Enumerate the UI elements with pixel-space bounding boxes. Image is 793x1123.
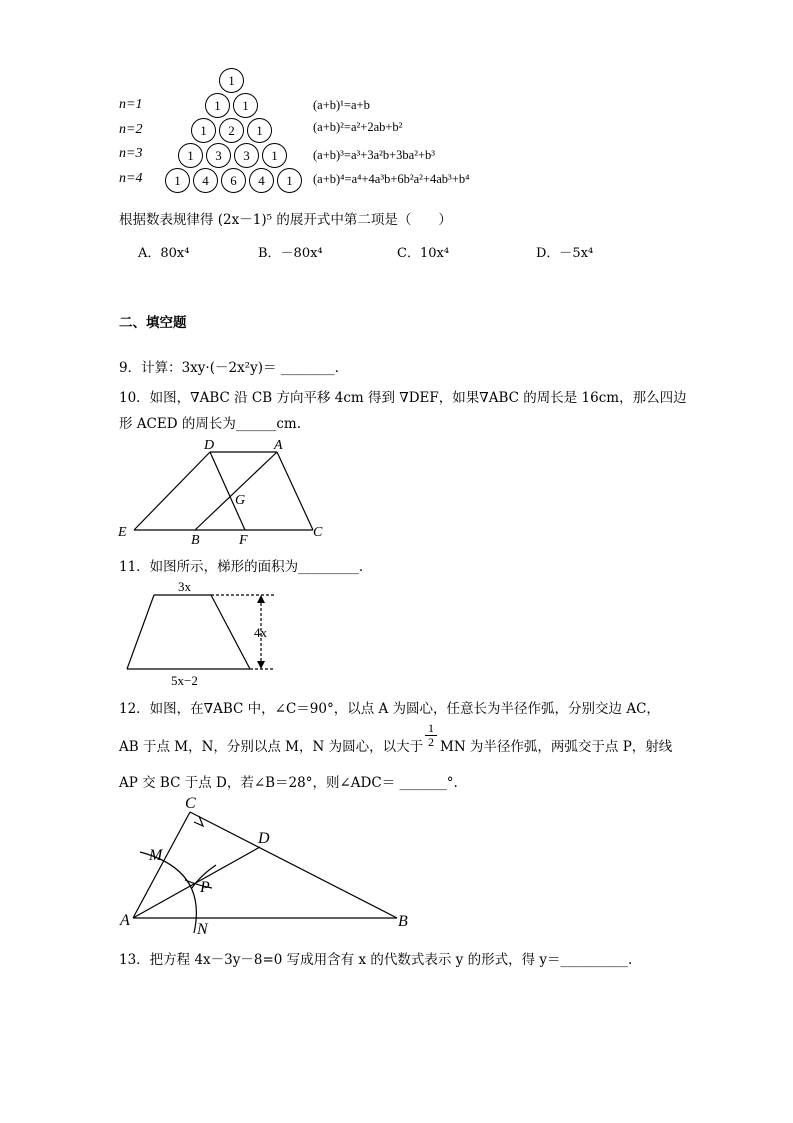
option-c: C．10x⁴ — [397, 246, 450, 261]
label-e: E — [118, 525, 127, 540]
section-title: 二、填空题 — [119, 315, 187, 331]
label-bottom: 5x−2 — [171, 673, 198, 688]
formula: (a+b)³=a³+3a²b+3ba²+b³ — [313, 148, 436, 162]
label-f: F — [239, 533, 248, 548]
fraction — [425, 722, 437, 749]
figure-q10 — [115, 436, 345, 548]
triangle-cell: 1 — [233, 93, 258, 118]
option-d: D．－5x⁴ — [536, 246, 594, 261]
label-b: B — [398, 913, 408, 930]
triangle-cell: 4 — [193, 168, 218, 193]
option-b: B．－80x⁴ — [258, 246, 323, 261]
question-10-line2: 形 ACED 的周长为______cm. — [119, 416, 301, 432]
label-a: A — [120, 912, 130, 929]
fraction-denominator: 2 — [425, 735, 437, 749]
formula: (a+b)²=a²+2ab+b² — [313, 120, 403, 134]
label-d: D — [258, 830, 270, 847]
label-d: D — [204, 438, 215, 453]
row-label: n=1 — [119, 97, 143, 112]
label-g: G — [235, 493, 246, 508]
label-c: C — [185, 795, 196, 812]
question-11: 11．如图所示，梯形的面积为_________. — [119, 559, 364, 575]
row-label: n=3 — [119, 146, 143, 161]
option-a: A．80x⁴ — [138, 246, 190, 261]
triangle-cell: 1 — [262, 143, 287, 168]
triangle-cell: 1 — [178, 143, 203, 168]
label-n: N — [197, 921, 208, 938]
triangle-cell: 3 — [206, 143, 231, 168]
label-b: B — [191, 533, 200, 548]
triangle-cell: 3 — [234, 143, 259, 168]
question-8-stem: 根据数表规律得 (2x－1)⁵ 的展开式中第二项是（ ） — [119, 212, 452, 228]
figure-q12 — [110, 790, 420, 940]
triangle-cell: 1 — [191, 118, 216, 143]
question-12-line2a: AB 于点 M，N，分别以点 M，N 为圆心，以大于 — [119, 739, 424, 755]
triangle-cell: 4 — [249, 168, 274, 193]
fraction-numerator: 1 — [428, 721, 434, 735]
formula: (a+b)¹=a+b — [313, 98, 370, 112]
figure-q11 — [115, 578, 295, 688]
label-m: M — [149, 847, 163, 864]
triangle-cell: 1 — [219, 68, 244, 93]
triangle-cell: 1 — [247, 118, 272, 143]
question-12-line1: 12．如图，在∇ABC 中，∠C＝90°，以点 A 为圆心，任意长为半径作弧，分别交边 AC， — [119, 701, 660, 717]
triangle-cell: 2 — [219, 118, 244, 143]
question-13: 13．把方程 4x－3y－8=0 写成用含有 x 的代数式表示 y 的形式，得 y＝__________. — [119, 952, 633, 968]
row-label: n=2 — [119, 122, 143, 137]
label-height: 4x — [254, 625, 267, 640]
formula: (a+b)⁴=a⁴+4a³b+6b²a²+4ab³+b⁴ — [313, 172, 470, 186]
label-a: A — [274, 438, 283, 453]
label-top: 3x — [178, 579, 191, 594]
question-9: 9．计算：3xy·(－2x²y)＝ ________． — [119, 360, 349, 376]
question-12-line3: AP 交 BC 于点 D，若∠B＝28°，则∠ADC＝ _______°. — [119, 775, 458, 791]
question-10-line1: 10．如图，∇ABC 沿 CB 方向平移 4cm 得到 ∇DEF，如果∇ABC 的周长是 16cm，那么四边 — [119, 390, 687, 406]
question-12-line2b: MN 为半径作弧，两弧交于点 P，射线 — [440, 739, 673, 755]
triangle-cell: 1 — [205, 93, 230, 118]
label-p: P — [200, 879, 210, 896]
triangle-cell: 6 — [221, 168, 246, 193]
row-label: n=4 — [119, 171, 143, 186]
label-c: C — [313, 525, 323, 540]
triangle-cell: 1 — [277, 168, 302, 193]
triangle-cell: 1 — [165, 168, 190, 193]
